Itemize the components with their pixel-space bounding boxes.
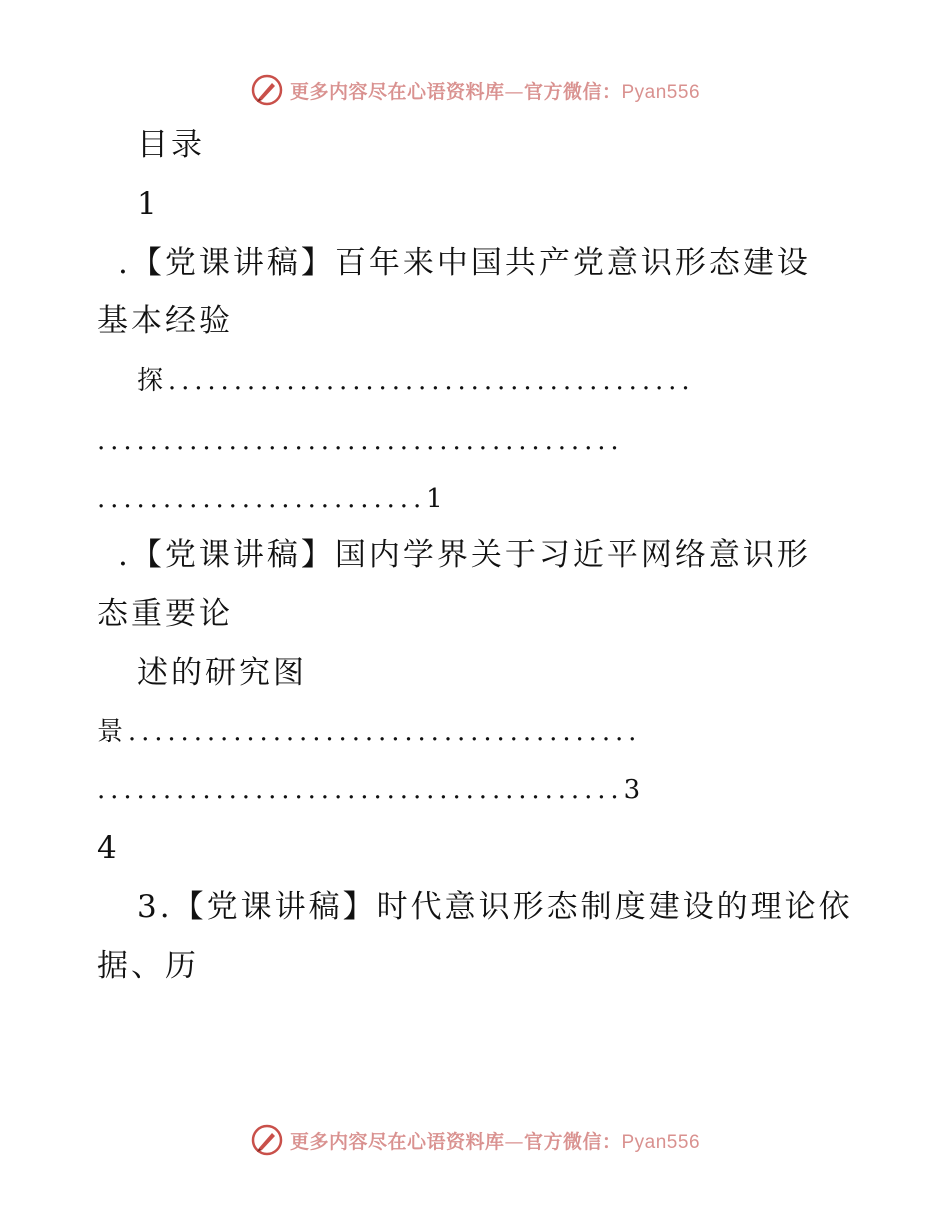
toc-entry-3-title: 3.【党课讲稿】时代意识形态制度建设的理论依 bbox=[137, 889, 853, 925]
toc-entry-1-page: .........................1 bbox=[97, 484, 448, 514]
watermark-text: 更多内容尽在心语资料库—官方微信：Pyan556 bbox=[289, 1130, 701, 1153]
toc-entry-2-leader: 景....................................... bbox=[97, 717, 642, 747]
toc-entry-2-title: .【党课讲稿】国内学界关于习近平网络意识形 bbox=[118, 537, 811, 573]
pen-logo-icon bbox=[250, 1123, 284, 1157]
toc-entry-1-title: .【党课讲稿】百年来中国共产党意识形态建设 bbox=[118, 245, 811, 281]
toc-entry-2-title-cont: 述的研究图 bbox=[137, 655, 307, 691]
toc-entry-1-leader: 探........................................ bbox=[137, 366, 695, 396]
toc-entry-2-page: ........................................3 bbox=[97, 775, 646, 805]
toc-line: 4 bbox=[97, 830, 120, 866]
toc-heading: 目录 bbox=[137, 127, 205, 163]
toc-entry-1-title-cont: 基本经验 bbox=[97, 303, 233, 339]
toc-entry-2-title-cont: 态重要论 bbox=[97, 596, 233, 632]
toc-entry-3-title-cont: 据、历 bbox=[97, 948, 199, 984]
toc-entry-1-leader: ........................................ bbox=[97, 426, 624, 456]
watermark-footer bbox=[0, 1120, 950, 1160]
toc-line: 1 bbox=[137, 186, 160, 222]
watermark-text: 更多内容尽在心语资料库—官方微信：Pyan556 bbox=[289, 80, 701, 103]
